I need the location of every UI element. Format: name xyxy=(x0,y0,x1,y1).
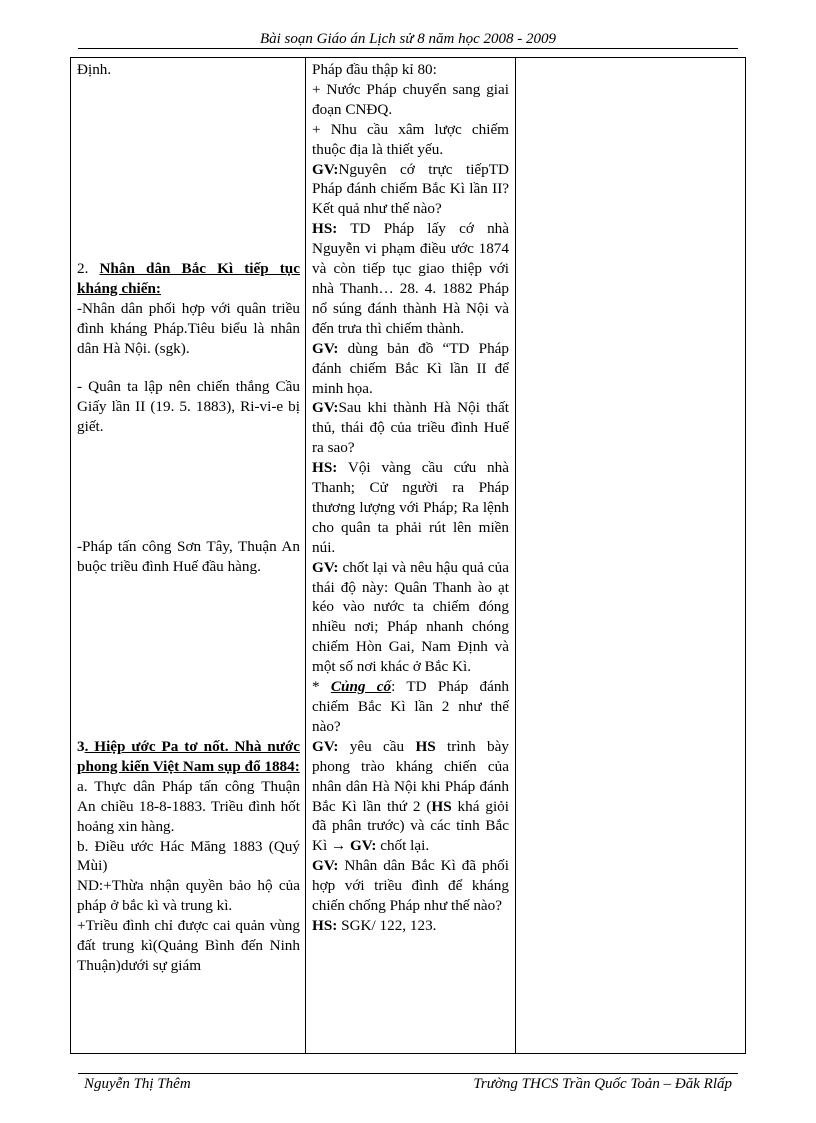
gv-text: Nguyên cớ trực tiếpTD Pháp đánh chiếm Bắc Kì lần II? Kết quả như thế nào? xyxy=(312,160,509,218)
lesson-table xyxy=(70,57,746,1054)
section-2-point-2: - Quân ta lập nên chiến thắng Cầu Giấy lần II (19. 5. 1883), Ri-vi-e bị giết. xyxy=(77,378,300,436)
section-2-point-3: -Pháp tấn công Sơn Tây, Thuận An buộc triều đình Huế đầu hàng. xyxy=(77,538,300,576)
teacher-summary xyxy=(312,558,509,677)
hs-text: TD Pháp lấy cớ nhà Nguyễn vi phạm điều ước 1874 và còn tiếp tục giao thiệp với nhà Thanh… 28. 4. 1882 Pháp nổ súng đánh thành Hà Nội và đến trưa thì chiếm thành. xyxy=(312,220,509,337)
footer-author: Nguyễn Thị Thêm xyxy=(84,1076,191,1092)
teacher-question xyxy=(312,160,509,220)
section-3-content: ND:+Thừa nhận quyền bảo hộ của pháp ở bắc kì và trung kì. xyxy=(77,877,300,915)
consolidation-label: Củng cố xyxy=(330,678,392,696)
gv-text: Nhân dân Bắc Kì đã phối hợp với triều đình để kháng chiến chống Pháp như thế nào? xyxy=(312,857,509,915)
gv-label: GV: xyxy=(312,737,339,755)
footer-school: Trường THCS Trần Quốc Toản – Đăk Rlấp xyxy=(473,1076,732,1092)
page-header: Bài soạn Giáo án Lịch sử 8 năm học 2008 - 2009 xyxy=(259,31,557,47)
student-answer xyxy=(312,219,509,338)
gv-text: dùng bản đồ “TD Pháp đánh chiếm Bắc Kì lần II để minh họa. xyxy=(312,339,509,397)
section-3-item-b: b. Điều ước Hác Măng 1883 (Quý Mùi) xyxy=(77,837,300,875)
hs-text: SGK/ 122, 123. xyxy=(337,916,437,934)
section-3-item-a: a. Thực dân Pháp tấn công Thuận An chiều 18-8-1883. Triều đình hốt hoảng xin hàng. xyxy=(77,777,300,835)
content-column xyxy=(71,58,306,1053)
consolidation-text: : TD Pháp đánh chiếm Bắc Kì lần 2 như thế nào? xyxy=(312,678,510,735)
hs-label: HS: xyxy=(312,220,338,238)
activity-column xyxy=(306,58,516,1053)
hs-label: HS: xyxy=(312,916,338,934)
teacher-question xyxy=(312,856,509,916)
teacher-task xyxy=(312,737,509,856)
gv-text: trình bày phong trào kháng chiến của nhân dân Hà Nội khi Pháp đánh Bắc Kì lần thứ 2 ( xyxy=(312,737,509,815)
section-2-number: 2. xyxy=(77,259,100,277)
section-2-heading xyxy=(77,259,300,299)
gv-label: GV: xyxy=(312,339,339,357)
activity-text: + Nước Pháp chuyển sang giai đoạn CNĐQ. xyxy=(312,80,509,118)
gv-label: GV: xyxy=(312,399,339,417)
student-answer xyxy=(312,916,509,936)
gv-label: GV: xyxy=(312,857,339,875)
notes-column xyxy=(516,58,745,1053)
teacher-note xyxy=(312,339,509,399)
gv-label: GV: xyxy=(312,160,339,178)
hs-text: Vội vàng cầu cứu nhà Thanh; Cử người ra Pháp thương lượng với Pháp; Ra lệnh cho quân ta phải rút lên miền núi. xyxy=(312,459,509,556)
consolidation xyxy=(312,677,509,737)
section-3-heading xyxy=(77,737,300,777)
student-answer xyxy=(312,458,509,558)
hs-mark: HS xyxy=(415,737,436,755)
gv-label: GV: xyxy=(346,837,377,855)
footer-rule xyxy=(78,1073,738,1074)
section-2-title: Nhân dân Bắc Kì tiếp tục kháng chiến: xyxy=(77,259,300,297)
section-2-point-1: -Nhân dân phối hợp với quân triều đình kháng Pháp.Tiêu biểu là nhân dân Hà Nội. (sgk). xyxy=(77,299,300,357)
spacer xyxy=(77,80,300,259)
teacher-question xyxy=(312,398,509,458)
section-3-number: 3 xyxy=(77,737,85,755)
gv-text: yêu cầu xyxy=(338,737,416,755)
spacer xyxy=(77,437,300,537)
gv-text: khá giỏi đã phân trước) và các tỉnh Bắc Kì xyxy=(312,797,509,855)
section-3-title: . Hiệp ước Pa tơ nốt. Nhà nước phong kiến Việt Nam sụp đổ 1884: xyxy=(77,737,300,775)
activity-text: Pháp đầu thập kỉ 80: xyxy=(312,61,437,78)
gv-text: chốt lại và nêu hậu quả của thái độ này: Quân Thanh ào ạt kéo vào nước ta chiếm đóng nhiều nơi; Pháp nhanh chóng chiếm Hòn Gai, Nam Định và một số nơi khác ở Bắc Kì. xyxy=(312,558,509,676)
activity-text: + Nhu cầu xâm lược chiếm thuộc địa là thiết yếu. xyxy=(312,120,509,158)
hs-mark: HS xyxy=(431,797,452,815)
header-rule xyxy=(78,48,738,49)
bullet-star: * xyxy=(312,678,331,696)
hs-label: HS: xyxy=(312,459,338,477)
spacer xyxy=(77,358,300,377)
gv-text: Sau khi thành Hà Nội thất thủ, thái độ của triều đình Huế ra sao? xyxy=(312,399,509,457)
continuation-text: Định. xyxy=(77,61,112,78)
section-3-court: +Triều đình chỉ được cai quản vùng đất trung kì(Quảng Bình đến Ninh Thuận)dưới sự giám xyxy=(77,917,300,974)
arrow-icon: → xyxy=(330,837,347,855)
spacer xyxy=(77,577,300,737)
gv-label: GV: xyxy=(312,558,339,576)
gv-text: chốt lại. xyxy=(376,837,430,855)
